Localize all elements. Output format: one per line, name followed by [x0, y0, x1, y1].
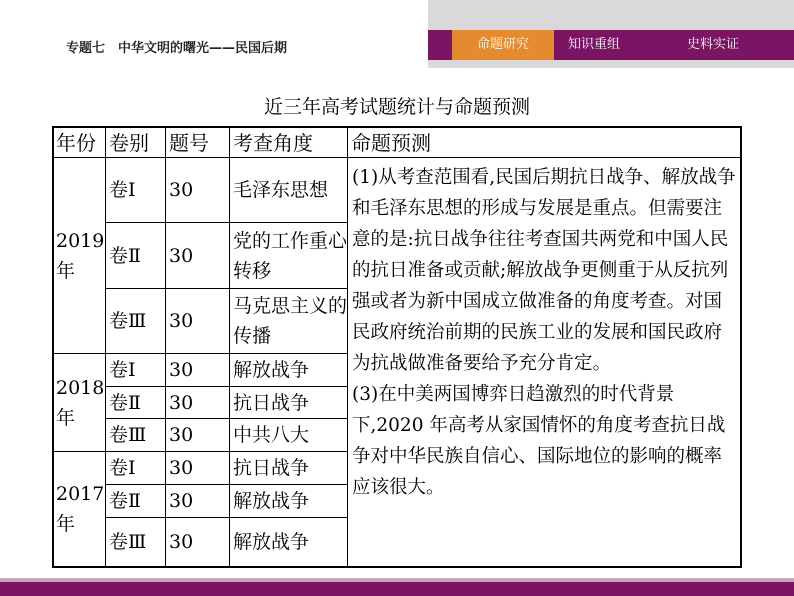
paper-cell: 卷Ⅲ [106, 419, 166, 452]
header-year: 年份 [54, 128, 106, 158]
number-cell: 30 [166, 354, 230, 387]
paper-cell: 卷Ⅰ [106, 158, 166, 223]
year-2017: 2017年 [54, 452, 106, 566]
angle-cell: 抗日战争 [230, 452, 348, 485]
angle-cell: 马克思主义的传播 [230, 289, 348, 354]
paper-cell: 卷Ⅰ [106, 452, 166, 485]
year-2018: 2018年 [54, 354, 106, 452]
number-cell: 30 [166, 485, 230, 518]
prediction-paragraph-2: (3)在中美两国博弈日趋激烈的时代背景下,2020 年高考从家国情怀的角度考查抗日战争对中华民族自信心、国际地位的影响的概率应该很大。 [352, 384, 726, 498]
number-cell: 30 [166, 419, 230, 452]
tab-mingti-yanjiu[interactable]: 命题研究 [452, 30, 554, 60]
angle-cell: 中共八大 [230, 419, 348, 452]
angle-cell: 解放战争 [230, 485, 348, 518]
header-title: 专题七 中华文明的曙光——民国后期 [66, 41, 288, 56]
header-paper: 卷别 [106, 128, 166, 158]
stats-table [52, 126, 742, 568]
number-cell: 30 [166, 158, 230, 223]
paper-cell: 卷Ⅲ [106, 518, 166, 566]
paper-cell: 卷Ⅰ [106, 354, 166, 387]
prediction-cell [348, 158, 742, 566]
nav-bar [428, 30, 794, 60]
angle-cell: 解放战争 [230, 354, 348, 387]
header-prediction: 命题预测 [348, 128, 742, 158]
header-number: 题号 [166, 128, 230, 158]
tab-shiliao-shizheng[interactable]: 史料实证 [686, 37, 739, 52]
paper-cell: 卷Ⅱ [106, 485, 166, 518]
paper-cell: 卷Ⅲ [106, 289, 166, 354]
paper-cell: 卷Ⅱ [106, 387, 166, 419]
number-cell: 30 [166, 387, 230, 419]
angle-cell: 党的工作重心转移 [230, 223, 348, 289]
angle-cell: 毛泽东思想 [230, 158, 348, 223]
number-cell: 30 [166, 452, 230, 485]
number-cell: 30 [166, 518, 230, 566]
header-strip [0, 0, 428, 68]
number-cell: 30 [166, 289, 230, 354]
year-2019: 2019年 [54, 158, 106, 354]
number-cell: 30 [166, 223, 230, 289]
header-angle: 考查角度 [230, 128, 348, 158]
prediction-paragraph-1: (1)从考查范围看,民国后期抗日战争、解放战争和毛泽东思想的形成与发展是重点。但需要注意的是:抗日战争往往考查国共两党和中国人民的抗日准备或贡献;解放战争更侧重于从反抗列强或者为新中国成立做准备的角度考查。对国民政府统治前期的民族工业的发展和国民政府为抗战做准备要给予充分肯定。 [352, 167, 736, 374]
table-title: 近三年高考试题统计与命题预测 [263, 96, 530, 118]
footer-bar [0, 582, 794, 596]
angle-cell: 抗日战争 [230, 387, 348, 419]
paper-cell: 卷Ⅱ [106, 223, 166, 289]
tab-zhishi-chongzu[interactable]: 知识重组 [567, 37, 620, 52]
angle-cell: 解放战争 [230, 518, 348, 566]
